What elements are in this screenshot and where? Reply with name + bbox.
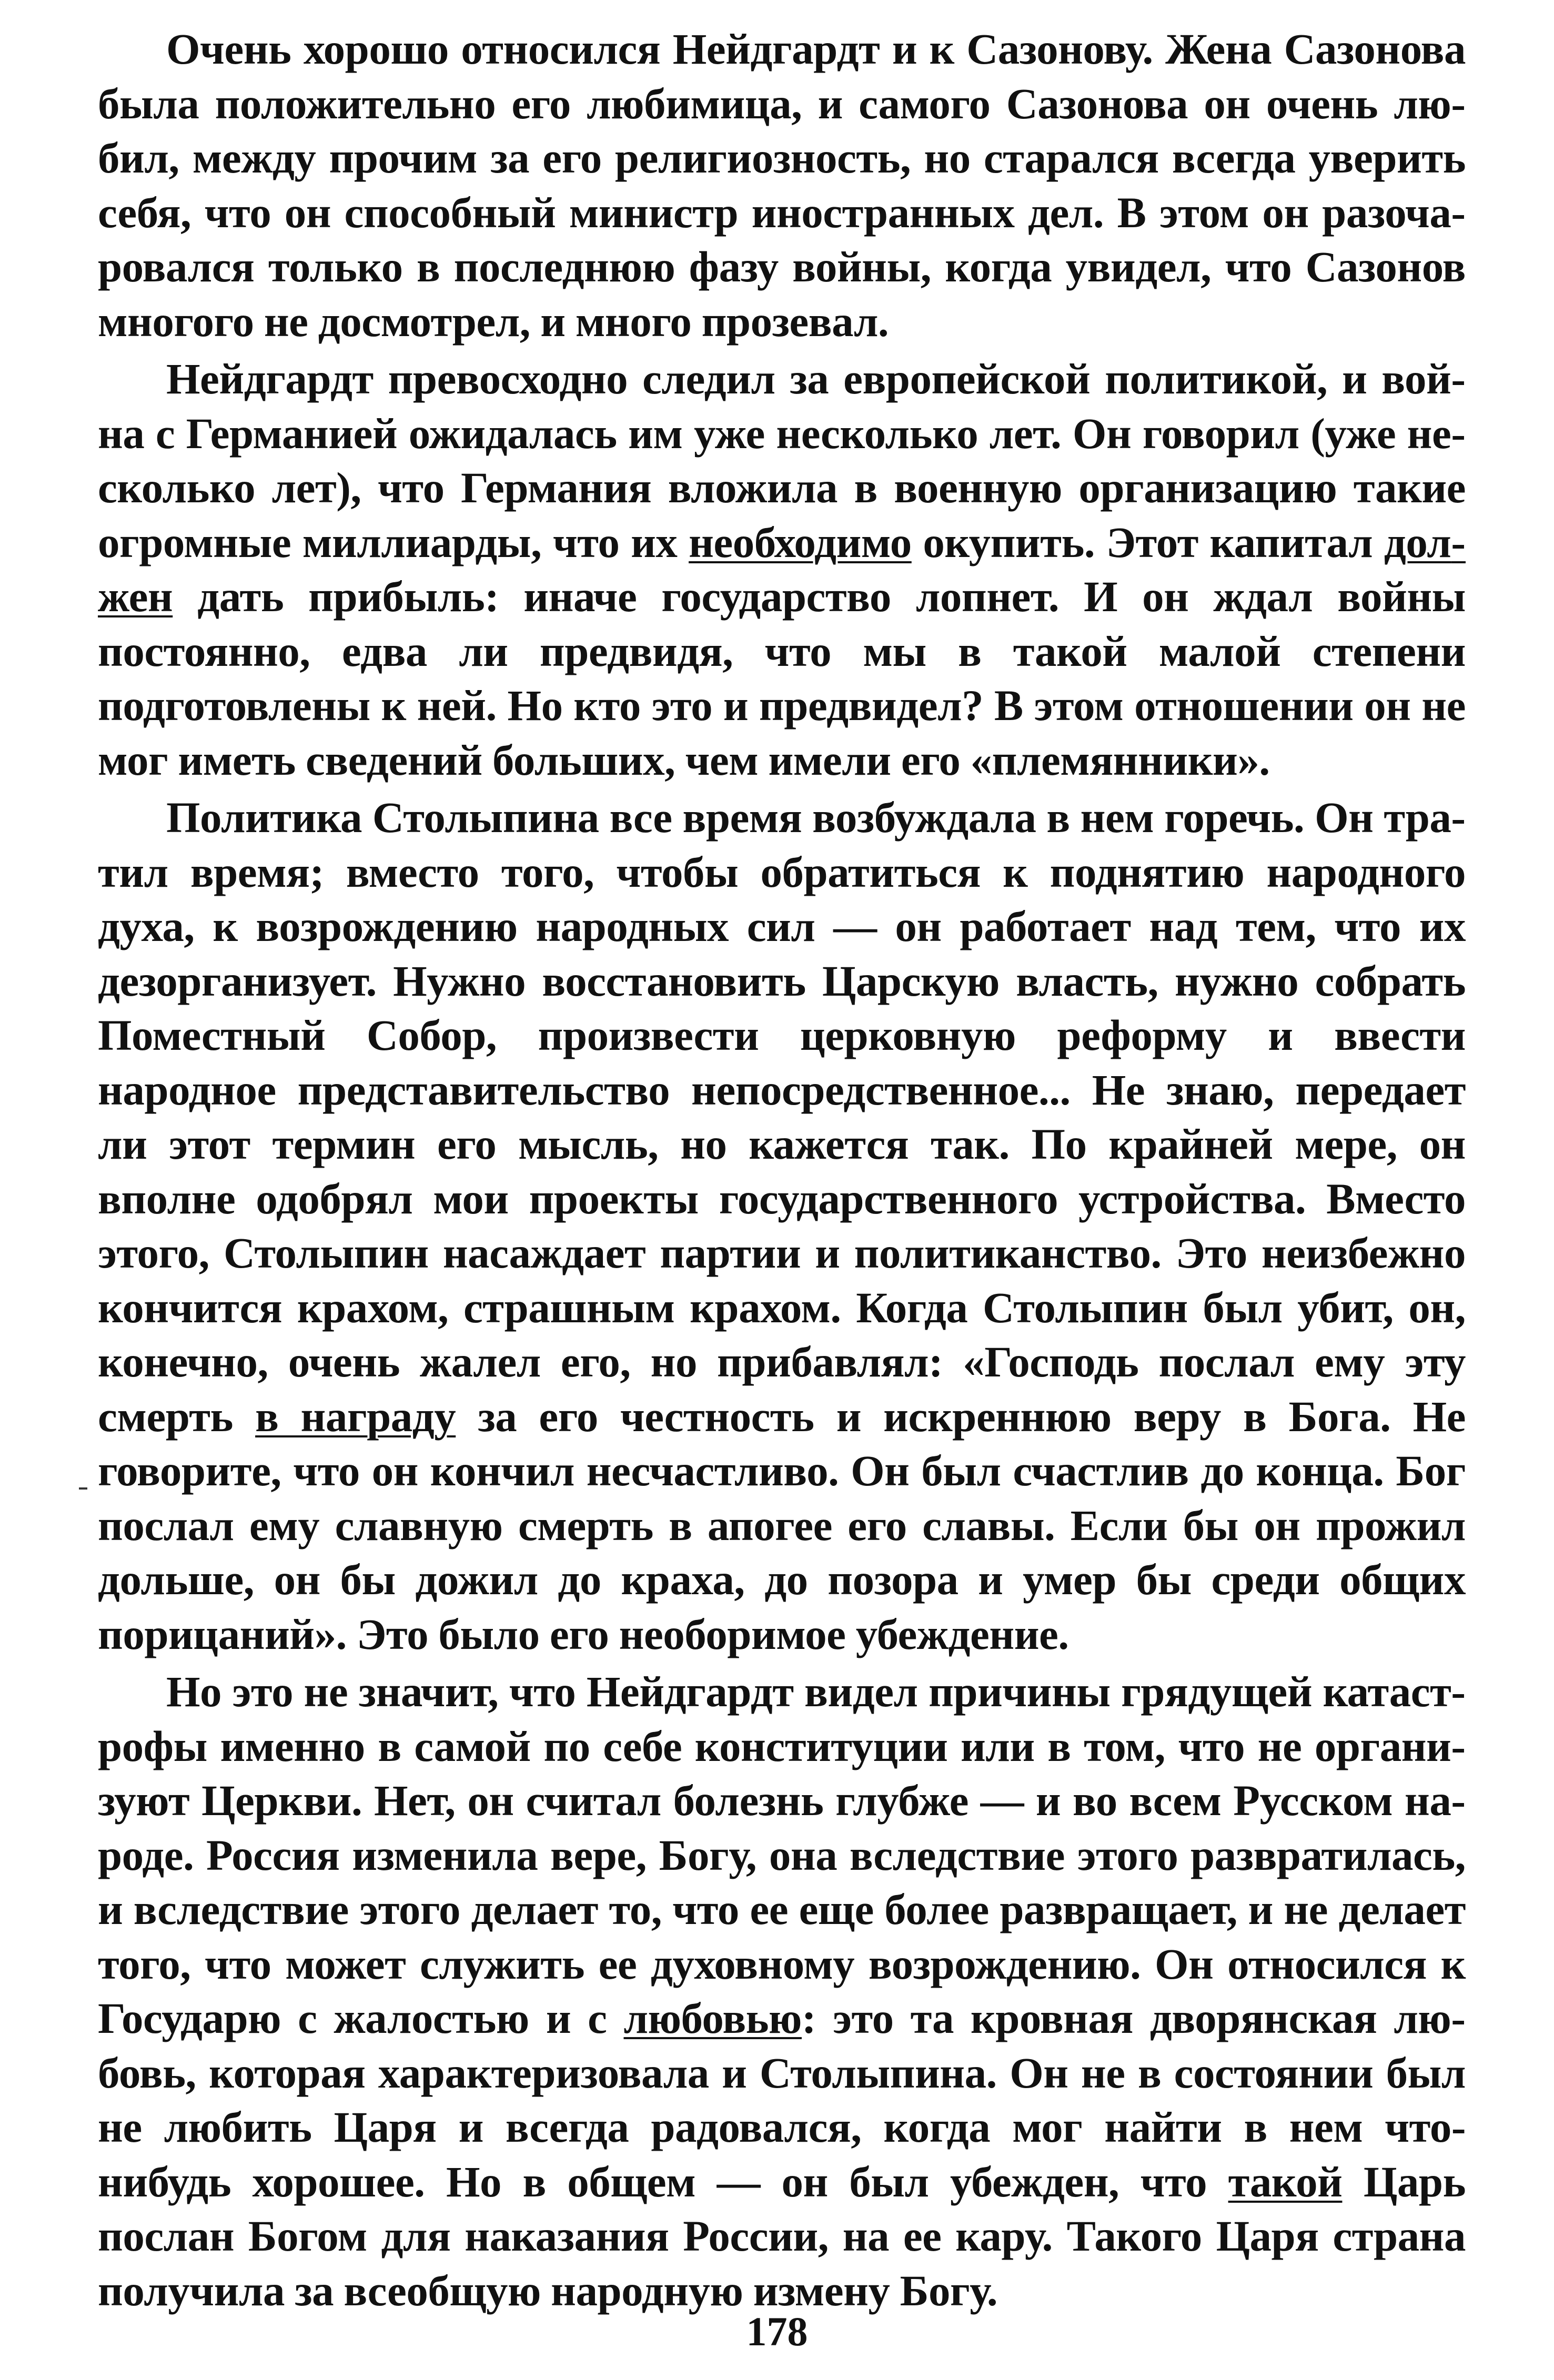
paragraph-1-text: Очень хорошо относился Нейдгардт и к Сазонову. Жена Сазонова была положительно его любимица, и самого Сазонова он очень любил, между прочим за его религиозность, но старался всегда уверить себя, что он способный министр иностранных дел. В этом он разочаровался только в последнюю фазу войны, когда увидел, что Сазонов многого не досмотрел, и много прозевал. <box>98 25 1466 346</box>
paragraph-2 <box>98 352 1466 787</box>
paragraph-4-text-2: : это та кровная дворянская любовь, которая характеризовала и Столыпина. Он не в состоянии был не любить Царя и всегда радовался, когда мог найти в нем что-нибудь хорошее. Но в общем — он был убежден, что <box>98 1994 1466 2206</box>
paragraph-3 <box>98 791 1466 1662</box>
paragraph-3-text-1: Политика Столыпина все время возбуждала в нем горечь. Он тратил время; вместо того, чтобы обратиться к поднятию народного духа, к возрождению народных сил — он работает над тем, что их дезорганизует. Нужно восстановить Царскую власть, нужно собрать Поместный Собор, произвести церковную реформу и ввести народное представительство непосредственное... Не знаю, передает ли этот термин его мысль, но кажется так. По крайней мере, он вполне одобрял мои проекты государственного устройства. Вместо этого, Столыпин насаждает партии и политиканство. Это неизбежно кончится крахом, страшным крахом. Когда Столыпин был убит, он, конечно, очень жалел его, но прибавлял: «Господь послал ему эту смерть <box>98 793 1466 1441</box>
paragraph-2-text-1: Нейдгардт превосходно следил за европейской политикой, и война с Германией ожидалась им уже несколько лет. Он говорил (уже несколько лет), что Германия вложила в военную организацию такие огромные миллиарды, что их <box>98 355 1466 566</box>
underlined-word-lyubovyu: любовью <box>623 1994 802 2042</box>
underlined-phrase-v-nagradu: в награду <box>255 1392 456 1441</box>
paragraph-1 <box>98 22 1466 349</box>
margin-tick-mark <box>79 1487 87 1490</box>
paragraph-2-text-2: окупить. Этот капитал <box>911 518 1384 566</box>
paragraph-4-text-1: Но это не значит, что Нейдгардт видел причины грядущей катастрофы именно в самой по себе конституции или в том, что не организуют Церкви. Нет, он считал болезнь глубже — и во всем Русском народе. Россия изменила вере, Богу, она вследствие этого развратилась, и вследствие этого делает то, что ее еще более развращает, и не делает того, что может служить ее духовному возрождению. Он относился к Государю с жалостью и с <box>98 1667 1466 2042</box>
paragraph-4 <box>98 1665 1466 2318</box>
underlined-word-neobkhodimo: необходимо <box>689 518 912 566</box>
page-number: 178 <box>746 2308 808 2354</box>
underlined-word-takoy: такой <box>1228 2157 1343 2206</box>
paragraph-2-text-3: дать прибыль: иначе государство лопнет. И он ждал войны постоянно, едва ли предвидя, что мы в такой малой степени подготовлены к ней. Но кто это и предвидел? В этом отношении он не мог иметь сведений больших, чем имели его «племянники». <box>98 572 1466 784</box>
paragraph-3-text-2: за его честность и искреннюю веру в Бога. Не говорите, что он кончил несчастливо. Он был счастлив до конца. Бог послал ему славную смерть в апогее его славы. Если бы он прожил дольше, он бы дожил до краха, до позора и умер бы среди общих порицаний». Это было его необоримое убеждение. <box>98 1392 1466 1658</box>
paragraph-4-text-3: Царь послан Богом для наказания России, на ее кару. Такого Царя страна получила за всеобщую народную измену Богу. <box>98 2157 1466 2315</box>
underlined-word-dolzhen: должен <box>98 518 1466 621</box>
page-body <box>98 22 1466 2318</box>
